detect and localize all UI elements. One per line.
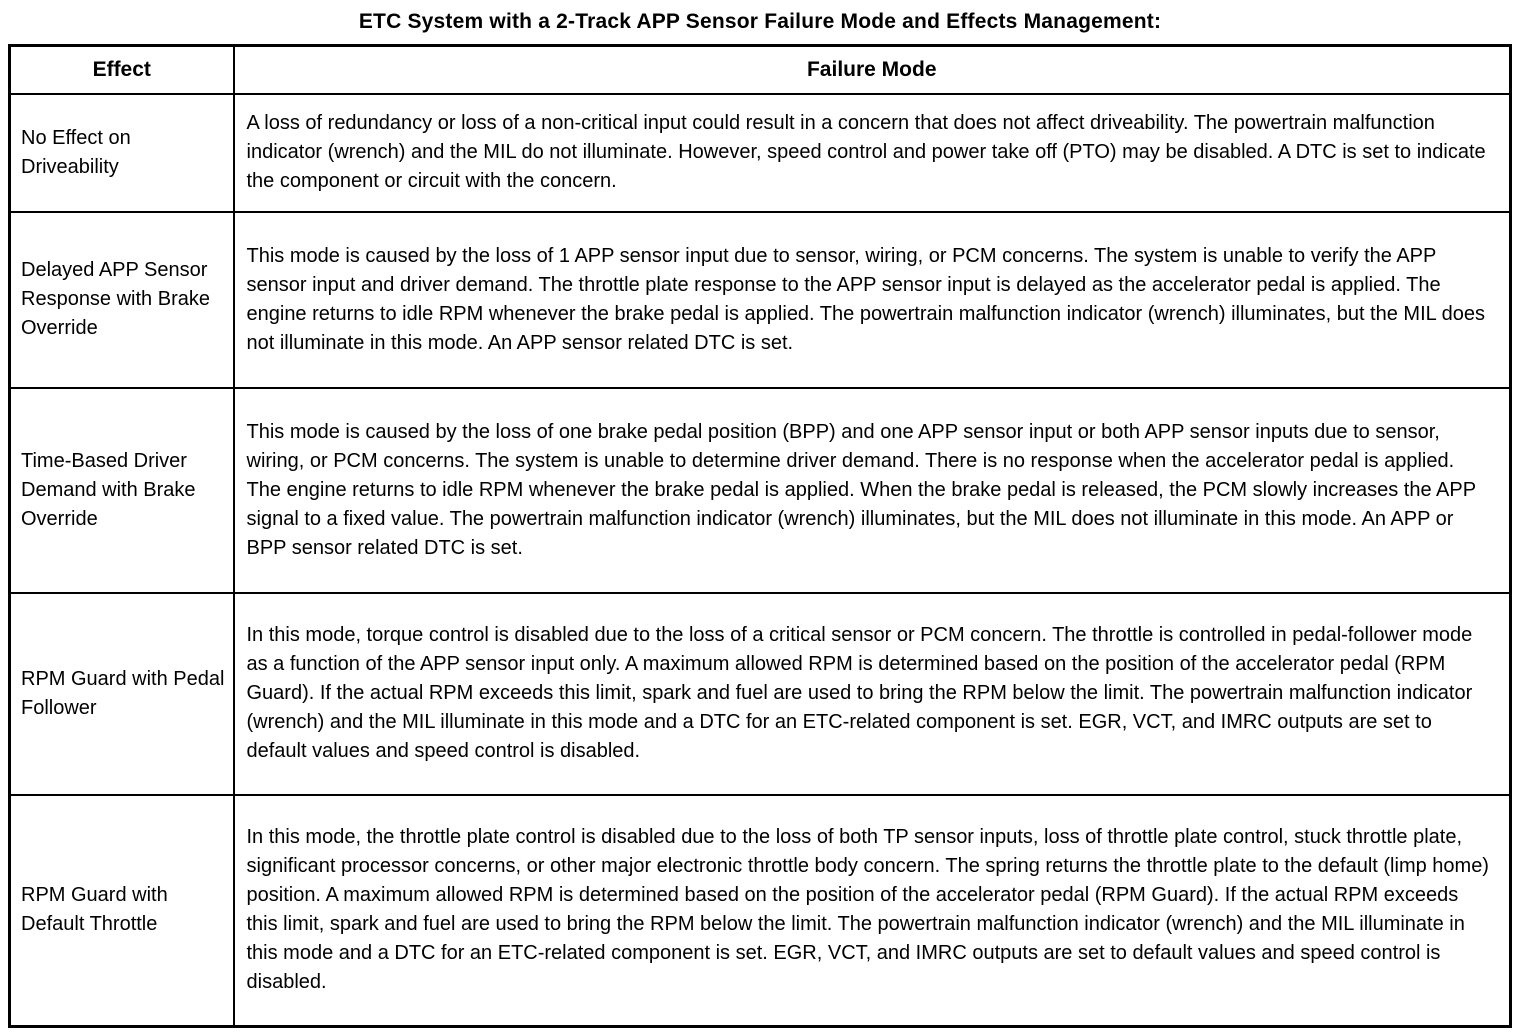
- failure-mode-cell: In this mode, torque control is disabled due to the loss of a critical sensor or PCM concern. The throttle is controlled in pedal-follower mode as a function of the APP sensor input only. A maximum allowed RPM is determined based on the position of the accelerator pedal (RPM Guard). If the actual RPM exceeds this limit, spark and fuel are used to bring the RPM below the limit. The powertrain malfunction indicator (wrench) and the MIL illuminate in this mode and a DTC for an ETC-related component is set. EGR, VCT, and IMRC outputs are set to default values and speed control is disabled.: [234, 593, 1511, 795]
- failure-mode-effects-table: [8, 44, 1512, 1028]
- table-row: [10, 795, 1511, 1027]
- table-row: [10, 593, 1511, 795]
- effect-cell: RPM Guard with Default Throttle: [10, 795, 234, 1027]
- document-title: ETC System with a 2-Track APP Sensor Failure Mode and Effects Management:: [358, 10, 1162, 33]
- effect-column-header: Effect: [10, 46, 234, 94]
- header-row: [10, 46, 1511, 94]
- effect-cell: No Effect on Driveability: [10, 94, 234, 212]
- effect-cell: RPM Guard with Pedal Follower: [10, 593, 234, 795]
- failure-mode-cell: This mode is caused by the loss of one brake pedal position (BPP) and one APP sensor input or both APP sensor inputs due to sensor, wiring, or PCM concerns. The system is unable to determine driver demand. There is no response when the accelerator pedal is applied. The engine returns to idle RPM whenever the brake pedal is applied. When the brake pedal is released, the PCM slowly increases the APP signal to a fixed value. The powertrain malfunction indicator (wrench) illuminates, but the MIL does not illuminate in this mode. An APP or BPP sensor related DTC is set.: [234, 388, 1511, 593]
- failure-mode-cell: A loss of redundancy or loss of a non-critical input could result in a concern that does not affect driveability. The powertrain malfunction indicator (wrench) and the MIL do not illuminate. However, speed control and power take off (PTO) may be disabled. A DTC is set to indicate the component or circuit with the concern.: [234, 94, 1511, 212]
- failure-mode-column-header: Failure Mode: [234, 46, 1511, 94]
- failure-mode-cell: In this mode, the throttle plate control is disabled due to the loss of both TP sensor inputs, loss of throttle plate control, stuck throttle plate, significant processor concerns, or other major electronic throttle body concern. The spring returns the throttle plate to the default (limp home) position. A maximum allowed RPM is determined based on the position of the accelerator pedal (RPM Guard). If the actual RPM exceeds this limit, spark and fuel are used to bring the RPM below the limit. The powertrain malfunction indicator (wrench) and the MIL illuminate in this mode and a DTC for an ETC-related component is set. EGR, VCT, and IMRC outputs are set to default values and speed control is disabled.: [234, 795, 1511, 1027]
- table-row: [10, 94, 1511, 212]
- table-header: [10, 46, 1511, 94]
- table-row: [10, 212, 1511, 388]
- effect-cell: Delayed APP Sensor Response with Brake Override: [10, 212, 234, 388]
- table-row: [10, 388, 1511, 593]
- failure-mode-cell: This mode is caused by the loss of 1 APP sensor input due to sensor, wiring, or PCM concerns. The system is unable to verify the APP sensor input and driver demand. The throttle plate response to the APP sensor input is delayed as the accelerator pedal is applied. The engine returns to idle RPM whenever the brake pedal is applied. The powertrain malfunction indicator (wrench) illuminates, but the MIL does not illuminate in this mode. An APP sensor related DTC is set.: [234, 212, 1511, 388]
- effect-cell: Time-Based Driver Demand with Brake Override: [10, 388, 234, 593]
- table-body: [10, 94, 1511, 1027]
